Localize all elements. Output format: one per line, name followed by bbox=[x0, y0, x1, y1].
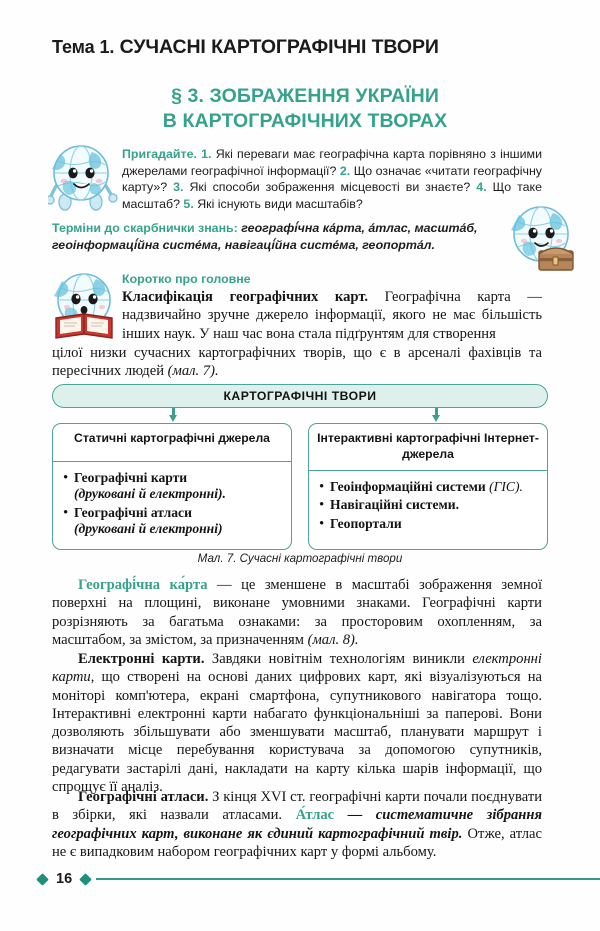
electronic-maps-emphasis: електронні карти bbox=[52, 651, 542, 686]
recall-question-3: Які способи зображення місцевості ви знаєте? bbox=[189, 180, 471, 195]
briefly-about-main-heading: Коротко про головне bbox=[122, 272, 251, 286]
recall-block bbox=[122, 146, 542, 212]
electronic-maps-body-b: , що створені на основі даних цифрових карт, які візуалізуються на моніторі комп'ютера, екрані смартфона, супутникового навігатора тощо. Інтерактивні електронні карти набагато функціональніші за паперові. Вони дозволяють збільшувати або зменшувати масштаб, планувати маршрут і визначати місце перебування користувача за допомогою супутників, редагувати застарілі дані, накладати на карту кілька шарів інформації, що спрощує її аналіз. bbox=[52, 669, 542, 796]
recall-number-3: 3. bbox=[173, 180, 184, 195]
interactive-item-2-main: Навігаційні системи. bbox=[330, 497, 460, 513]
topic-title: СУЧАСНІ КАРТОГРАФІЧНІ ТВОРИ bbox=[119, 36, 439, 58]
static-item-2-main: Географічні атласи bbox=[74, 504, 192, 520]
recall-question-5: Які існують види масштабів? bbox=[197, 196, 363, 211]
classification-title: Класифікація географічних карт. bbox=[122, 289, 369, 305]
classification-paragraph-rest bbox=[52, 344, 542, 381]
section-heading-line-2: В КАРТОГРАФІЧНИХ ТВОРАХ bbox=[162, 110, 448, 132]
terms-block bbox=[52, 220, 494, 253]
list-item bbox=[63, 505, 285, 538]
globe-character-with-book-icon bbox=[48, 272, 126, 346]
static-sources-heading: Статичні картографічні джерела bbox=[53, 424, 291, 462]
footer-rule bbox=[96, 878, 600, 880]
interactive-item-1-em: (ГІС). bbox=[489, 479, 523, 494]
recall-question-4: Що таке масштаб? bbox=[122, 180, 543, 211]
interactive-sources-list bbox=[309, 471, 547, 549]
bullet-icon: • bbox=[63, 504, 69, 521]
classification-body-second: цілої низки сучасних картографічних творів, що є в арсеналі фахівців та пересічних людей bbox=[52, 345, 542, 380]
diamond-bullet-icon-left bbox=[36, 873, 49, 886]
down-arrow-icon-right bbox=[432, 408, 441, 423]
list-item bbox=[319, 479, 541, 495]
recall-lead: Пригадайте. bbox=[122, 147, 197, 161]
bullet-icon: • bbox=[319, 479, 325, 495]
diagram-title-box: КАРТОГРАФІЧНІ ТВОРИ bbox=[52, 384, 548, 408]
geographic-map-term: Географі́чна ка́рта bbox=[78, 577, 208, 593]
section-heading-line-1: § 3. ЗОБРАЖЕННЯ УКРАЇНИ bbox=[171, 85, 439, 107]
static-sources-list bbox=[53, 462, 291, 549]
static-item-1-main: Географічні карти bbox=[74, 470, 188, 485]
recall-number-2: 2. bbox=[339, 163, 351, 178]
geographic-map-paragraph bbox=[52, 576, 542, 649]
electronic-maps-title: Електронні карти. bbox=[78, 651, 205, 667]
electronic-maps-body-a: Завдяки новітнім технологіям виникли bbox=[204, 651, 473, 667]
list-item bbox=[319, 497, 541, 513]
geographic-map-figure-ref: (мал. 8). bbox=[307, 631, 359, 648]
atlases-body-a: З кінця XVI ст. географічні карти почали поєднувати в збірки, які назвали атласами. bbox=[52, 789, 543, 824]
geographic-map-body: — це зменшене в масштабі зображення земної поверхні на площині, виконане умовними знаками. Географічні карти розрізняють за багатьма ознаками: за просторовим охопленням, за масштабом, за змістом, за призначенням bbox=[52, 577, 543, 648]
classification-body-first: Географічна карта — надзвичайно зручне джерело інформації, якого не має більшість інших наук. У наш час вона стала підґрунтям для створення bbox=[122, 289, 542, 342]
bullet-icon: • bbox=[63, 470, 69, 486]
recall-number-5: 5. bbox=[183, 196, 194, 211]
bullet-icon: • bbox=[319, 515, 325, 532]
bullet-icon: • bbox=[319, 497, 325, 514]
recall-question-1: Які переваги має географічна карта порівняно з іншими джерелами географічної інформації? bbox=[122, 147, 542, 178]
diagram-box-interactive-sources bbox=[308, 423, 548, 550]
section-heading bbox=[60, 84, 550, 134]
figure-caption: Мал. 7. Сучасні картографічні твори bbox=[197, 552, 403, 565]
geographic-atlases-paragraph bbox=[52, 788, 542, 861]
topic-prefix: Тема 1. bbox=[52, 37, 115, 57]
diagram-arrows bbox=[52, 408, 548, 423]
interactive-sources-heading: Інтерактивні картографічні Інтернет-джерела bbox=[309, 424, 547, 471]
page-topic-heading bbox=[52, 36, 560, 59]
atlas-definition: — систематичне зібрання географічних карт, виконане як єдиний картографічний твір. bbox=[52, 807, 543, 842]
diamond-bullet-icon-right bbox=[79, 873, 92, 886]
terms-list: географі́чна ка́рта, а́тлас, масшта́б, геоінформаці́йна систе́ма, навігаці́йна систе́ма, геопорта́л. bbox=[52, 221, 478, 252]
list-item bbox=[319, 516, 541, 532]
terms-lead: Терміни до скарбнички знань: bbox=[52, 221, 238, 235]
globe-character-icon bbox=[48, 142, 122, 220]
classification-paragraph-top bbox=[122, 288, 542, 343]
page-number: 16 bbox=[56, 871, 73, 887]
recall-number-4: 4. bbox=[476, 180, 487, 195]
cartographic-works-diagram bbox=[52, 384, 548, 550]
recall-number-1: 1. bbox=[201, 147, 212, 161]
static-item-1-sub: (друковані й електронні). bbox=[74, 486, 226, 502]
diagram-box-static-sources bbox=[52, 423, 292, 550]
globe-character-with-treasure-chest-icon bbox=[508, 202, 586, 276]
atlases-body-b: Отже, атлас не є випадковим набором географічних карт у формі альбому. bbox=[52, 825, 542, 860]
electronic-maps-paragraph bbox=[52, 650, 542, 796]
interactive-item-1-main: Геоінформаційні системи bbox=[330, 479, 490, 494]
static-item-2-sub: (друковані й електронні) bbox=[74, 521, 223, 537]
classification-figure-ref: (мал. 7). bbox=[167, 363, 219, 380]
down-arrow-icon-left bbox=[169, 408, 178, 423]
interactive-item-3-main: Геопортали bbox=[330, 515, 402, 531]
list-item bbox=[63, 470, 285, 503]
recall-question-2: Що означає «читати географічну карту»? bbox=[122, 163, 542, 195]
atlas-term: А́тлас bbox=[295, 807, 335, 824]
page-footer bbox=[38, 869, 600, 889]
atlases-title: Географічні атласи. bbox=[78, 789, 209, 805]
